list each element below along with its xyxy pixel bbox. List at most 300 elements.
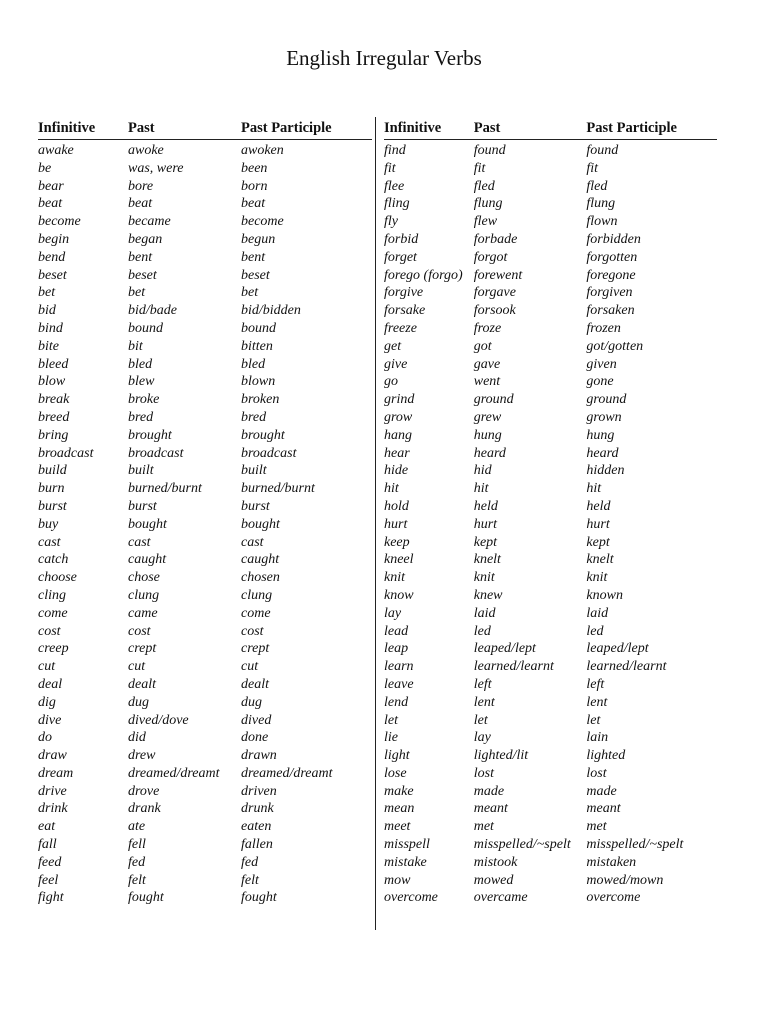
verb-past: dealt bbox=[128, 676, 156, 692]
table-row bbox=[38, 427, 372, 445]
verb-past-participle: done bbox=[241, 730, 269, 746]
table-row bbox=[38, 640, 372, 658]
verb-past-participle: caught bbox=[241, 552, 280, 568]
verb-infinitive: lay bbox=[384, 605, 402, 621]
verb-infinitive: cling bbox=[38, 587, 66, 603]
table-row bbox=[38, 783, 372, 801]
verb-past-participle: lighted bbox=[586, 748, 626, 764]
verb-past-participle: found bbox=[586, 143, 619, 158]
verb-past: gave bbox=[473, 356, 501, 372]
verb-past: clung bbox=[128, 587, 160, 603]
verb-past: lighted/lit bbox=[473, 748, 529, 764]
verb-infinitive: get bbox=[384, 338, 402, 354]
verb-past: built bbox=[128, 463, 154, 479]
verb-infinitive: creep bbox=[38, 641, 69, 657]
verb-past-participle: knit bbox=[586, 570, 608, 586]
verb-past: brought bbox=[128, 427, 172, 443]
verb-infinitive: forsake bbox=[384, 303, 426, 319]
header-past-participle: Past Participle bbox=[586, 120, 677, 136]
table-row bbox=[38, 445, 372, 463]
table-row bbox=[384, 373, 717, 391]
verb-past-participle: meant bbox=[586, 801, 621, 817]
table-row bbox=[384, 694, 717, 712]
table-row bbox=[38, 587, 372, 605]
verb-past: hit bbox=[473, 481, 489, 497]
table-header bbox=[38, 117, 372, 140]
verb-infinitive: learn bbox=[384, 659, 414, 675]
table-row bbox=[38, 729, 372, 747]
verb-table-left bbox=[38, 117, 372, 907]
verb-past-participle: burned/burnt bbox=[241, 481, 315, 497]
verb-past: drank bbox=[128, 801, 161, 817]
verb-past-participle: eaten bbox=[241, 819, 272, 835]
verb-past-participle: dug bbox=[241, 694, 262, 710]
table-row bbox=[38, 409, 372, 427]
verb-infinitive: let bbox=[384, 712, 398, 728]
verb-infinitive: keep bbox=[384, 534, 410, 550]
table-row bbox=[384, 729, 717, 747]
verb-past: went bbox=[473, 374, 501, 390]
table-row bbox=[38, 391, 372, 409]
verb-past-participle: dreamed/dreamt bbox=[241, 765, 333, 781]
verb-past-participle: bought bbox=[241, 516, 280, 532]
table-row bbox=[384, 712, 717, 730]
verb-infinitive: fight bbox=[38, 890, 64, 906]
verb-past: fed bbox=[128, 854, 146, 870]
verb-infinitive: lie bbox=[384, 730, 398, 746]
verb-infinitive: flee bbox=[384, 178, 405, 194]
verb-infinitive: bring bbox=[38, 427, 69, 443]
verb-past: bound bbox=[128, 320, 163, 336]
verb-past: found bbox=[473, 143, 506, 158]
table-row bbox=[38, 338, 372, 356]
verb-past-participle: come bbox=[241, 605, 271, 621]
verb-past: burned/burnt bbox=[128, 481, 202, 497]
table-row bbox=[384, 302, 717, 320]
verb-past: got bbox=[473, 338, 492, 354]
verb-past-participle: let bbox=[586, 712, 601, 728]
verb-past: cost bbox=[128, 623, 151, 639]
verb-past-participle: begun bbox=[241, 231, 276, 247]
table-row bbox=[384, 605, 717, 623]
verb-past-participle: clung bbox=[241, 587, 273, 603]
verb-infinitive: draw bbox=[38, 748, 67, 764]
verb-past-participle: knelt bbox=[586, 552, 614, 568]
verb-past: dreamed/dreamt bbox=[128, 765, 220, 781]
verb-past: bled bbox=[128, 356, 153, 372]
page-title: English Irregular Verbs bbox=[286, 46, 482, 70]
verb-past-participle: hung bbox=[586, 427, 615, 443]
table-row bbox=[384, 658, 717, 676]
verb-past: leaped/lept bbox=[473, 641, 536, 657]
verb-infinitive: cut bbox=[38, 659, 56, 675]
table-row bbox=[38, 854, 372, 872]
table-row bbox=[384, 640, 717, 658]
verb-infinitive: feed bbox=[38, 854, 62, 870]
verb-past-participle: forgiven bbox=[586, 285, 633, 301]
verb-past-participle: awoken bbox=[241, 143, 284, 158]
verb-past: came bbox=[128, 605, 158, 621]
table-row bbox=[384, 623, 717, 641]
verb-past: meant bbox=[473, 801, 508, 817]
verb-infinitive: make bbox=[384, 783, 414, 799]
verb-past-participle: become bbox=[241, 214, 284, 230]
table-row bbox=[38, 195, 372, 213]
table-row bbox=[384, 178, 717, 196]
verb-past-participle: mowed/mown bbox=[586, 872, 664, 888]
table-row bbox=[38, 160, 372, 178]
verb-past: chose bbox=[128, 570, 160, 586]
verb-infinitive: kneel bbox=[384, 552, 414, 568]
table-row bbox=[38, 694, 372, 712]
verb-past-participle: bled bbox=[241, 356, 266, 372]
verb-past: broadcast bbox=[128, 445, 184, 461]
table-row bbox=[384, 534, 717, 552]
verb-past: cast bbox=[128, 534, 151, 550]
verb-infinitive: fling bbox=[384, 196, 410, 212]
verb-past-participle: got/gotten bbox=[586, 338, 644, 354]
table-row bbox=[38, 142, 372, 160]
verb-infinitive: hurt bbox=[384, 516, 408, 532]
verb-past: broke bbox=[128, 392, 160, 408]
table-row bbox=[384, 587, 717, 605]
verb-infinitive: leap bbox=[384, 641, 409, 657]
verb-past-participle: left bbox=[586, 676, 605, 692]
table-row bbox=[38, 356, 372, 374]
table-row bbox=[38, 462, 372, 480]
table-row bbox=[384, 676, 717, 694]
verb-past-participle: forbidden bbox=[586, 231, 641, 247]
verb-past: lay bbox=[473, 730, 491, 746]
verb-infinitive: lose bbox=[384, 765, 407, 781]
verb-past-participle: fed bbox=[241, 854, 259, 870]
verb-past-participle: burst bbox=[241, 498, 270, 514]
verb-infinitive: know bbox=[384, 587, 414, 603]
table-row bbox=[384, 872, 717, 890]
verb-past-participle: fit bbox=[586, 160, 599, 176]
table-row bbox=[38, 712, 372, 730]
table-row bbox=[38, 480, 372, 498]
header-past: Past bbox=[473, 120, 501, 136]
verb-infinitive: grow bbox=[384, 409, 413, 425]
table-row bbox=[38, 818, 372, 836]
verb-past: made bbox=[473, 783, 505, 799]
verb-past: flew bbox=[473, 214, 498, 230]
verb-infinitive: overcome bbox=[384, 890, 438, 906]
verb-past-participle: led bbox=[586, 623, 604, 639]
column-divider bbox=[375, 117, 376, 930]
verb-past-participle: foregone bbox=[586, 267, 636, 283]
verb-past: bid/bade bbox=[128, 303, 177, 319]
table-row bbox=[38, 213, 372, 231]
verb-past-participle: drunk bbox=[241, 801, 274, 817]
table-row bbox=[38, 658, 372, 676]
verb-past: drove bbox=[128, 783, 160, 799]
verb-past-participle: learned/learnt bbox=[586, 659, 667, 675]
verb-past: beat bbox=[128, 196, 153, 212]
verb-past-participle: flown bbox=[586, 214, 618, 230]
header-past: Past bbox=[128, 120, 155, 136]
verb-past: learned/learnt bbox=[473, 659, 554, 675]
verb-infinitive: cost bbox=[38, 623, 61, 639]
table-row bbox=[38, 569, 372, 587]
verb-infinitive: bet bbox=[38, 285, 56, 301]
verb-past: bred bbox=[128, 409, 154, 425]
table-row bbox=[38, 800, 372, 818]
verb-past-participle: beset bbox=[241, 267, 270, 283]
verb-infinitive: lead bbox=[384, 623, 409, 639]
verb-past: mistook bbox=[473, 854, 518, 870]
verb-past-participle: lent bbox=[586, 694, 608, 710]
verb-past: began bbox=[128, 231, 163, 247]
verb-past-participle: gone bbox=[586, 374, 614, 390]
verb-past: fought bbox=[128, 890, 164, 906]
verb-past-participle: forgotten bbox=[586, 249, 638, 265]
table-row bbox=[384, 338, 717, 356]
verb-past: fell bbox=[128, 837, 146, 853]
verb-past: ground bbox=[473, 392, 514, 408]
verb-past: forgave bbox=[473, 285, 516, 301]
table-row bbox=[384, 800, 717, 818]
verb-past-participle: misspelled/~spelt bbox=[586, 837, 684, 853]
verb-past: bit bbox=[128, 338, 143, 354]
table-row bbox=[38, 889, 372, 907]
verb-past: dug bbox=[128, 694, 149, 710]
verb-past-participle: broadcast bbox=[241, 445, 297, 461]
verb-infinitive: burn bbox=[38, 481, 65, 497]
verb-infinitive: come bbox=[38, 605, 68, 621]
verb-past-participle: felt bbox=[241, 872, 259, 888]
verb-past: cut bbox=[128, 659, 146, 675]
verb-infinitive: dream bbox=[38, 765, 74, 781]
verb-infinitive: go bbox=[384, 374, 398, 390]
verb-infinitive: deal bbox=[38, 676, 63, 692]
table-row bbox=[38, 534, 372, 552]
table-row bbox=[38, 178, 372, 196]
verb-infinitive: hold bbox=[384, 498, 409, 514]
verb-past: blew bbox=[128, 374, 155, 390]
verb-past-participle: hurt bbox=[586, 516, 610, 532]
verb-past: bet bbox=[128, 285, 146, 301]
verb-past: ate bbox=[128, 819, 146, 835]
verb-infinitive: give bbox=[384, 356, 408, 372]
table-row bbox=[384, 516, 717, 534]
verb-infinitive: break bbox=[38, 392, 70, 408]
verb-past-participle: bent bbox=[241, 249, 266, 265]
verb-past-participle: flung bbox=[586, 196, 616, 212]
table-row bbox=[384, 480, 717, 498]
table-row bbox=[384, 284, 717, 302]
table-row bbox=[38, 836, 372, 854]
verb-list-right bbox=[384, 142, 717, 907]
verb-infinitive: dive bbox=[38, 712, 62, 728]
verb-infinitive: drive bbox=[38, 783, 67, 799]
verb-infinitive: fit bbox=[384, 160, 396, 176]
verb-infinitive: bind bbox=[38, 320, 63, 336]
table-row bbox=[38, 267, 372, 285]
table-row bbox=[38, 231, 372, 249]
verb-infinitive: bear bbox=[38, 178, 64, 194]
table-row bbox=[384, 391, 717, 409]
verb-infinitive: eat bbox=[38, 819, 56, 835]
verb-past-participle: heard bbox=[586, 445, 619, 461]
table-row bbox=[38, 765, 372, 783]
verb-infinitive: catch bbox=[38, 552, 69, 568]
verb-past-participle: bid/bidden bbox=[241, 303, 301, 319]
verb-infinitive: blow bbox=[38, 374, 66, 390]
verb-past: forewent bbox=[473, 267, 523, 283]
verb-past-participle: ground bbox=[586, 392, 627, 408]
verb-infinitive: bleed bbox=[38, 356, 69, 372]
verb-past: bought bbox=[128, 516, 167, 532]
verb-past-participle: bet bbox=[241, 285, 259, 301]
verb-past: forbade bbox=[473, 231, 518, 247]
table-row bbox=[38, 516, 372, 534]
verb-past: forsook bbox=[473, 303, 516, 319]
verb-infinitive: build bbox=[38, 463, 67, 479]
table-row bbox=[384, 409, 717, 427]
verb-past-participle: leaped/lept bbox=[586, 641, 649, 657]
verb-past: laid bbox=[473, 605, 496, 621]
header-infinitive: Infinitive bbox=[38, 120, 96, 136]
verb-past-participle: forsaken bbox=[586, 303, 635, 319]
verb-infinitive: mean bbox=[384, 801, 415, 817]
verb-past-participle: known bbox=[586, 587, 623, 603]
verb-infinitive: do bbox=[38, 730, 52, 746]
verb-past: lost bbox=[473, 765, 494, 781]
verb-infinitive: burst bbox=[38, 498, 67, 514]
verb-infinitive: beset bbox=[38, 267, 67, 283]
header-infinitive: Infinitive bbox=[384, 120, 442, 136]
verb-infinitive: mow bbox=[384, 872, 411, 888]
table-row bbox=[384, 854, 717, 872]
verb-past-participle: bitten bbox=[241, 338, 273, 354]
verb-past-participle: cast bbox=[241, 534, 264, 550]
verb-past: mowed bbox=[473, 872, 514, 888]
verb-past: hid bbox=[473, 463, 492, 479]
verb-infinitive: dig bbox=[38, 694, 56, 710]
verb-infinitive: hang bbox=[384, 427, 412, 443]
verb-past-participle: cut bbox=[241, 659, 259, 675]
table-row bbox=[384, 267, 717, 285]
verb-table-right bbox=[384, 117, 717, 907]
verb-past-participle: kept bbox=[586, 534, 610, 550]
verb-infinitive: lend bbox=[384, 694, 409, 710]
verb-past-participle: fought bbox=[241, 890, 277, 906]
verb-past: burst bbox=[128, 498, 157, 514]
verb-past: caught bbox=[128, 552, 167, 568]
verb-past-participle: dealt bbox=[241, 676, 269, 692]
verb-past: bore bbox=[128, 178, 154, 194]
verb-infinitive: breed bbox=[38, 409, 70, 425]
table-row bbox=[384, 836, 717, 854]
verb-infinitive: hit bbox=[384, 481, 399, 497]
table-row bbox=[384, 231, 717, 249]
table-row bbox=[384, 445, 717, 463]
table-row bbox=[384, 498, 717, 516]
table-row bbox=[384, 249, 717, 267]
table-row bbox=[38, 302, 372, 320]
verb-past-participle: grown bbox=[586, 409, 622, 425]
table-row bbox=[384, 783, 717, 801]
verb-infinitive: hide bbox=[384, 463, 409, 479]
table-row bbox=[38, 551, 372, 569]
table-row bbox=[384, 569, 717, 587]
table-row bbox=[384, 889, 717, 907]
verb-past: knit bbox=[473, 570, 495, 586]
verb-past-participle: hidden bbox=[586, 463, 625, 479]
verb-past: awoke bbox=[128, 143, 164, 158]
verb-infinitive: hear bbox=[384, 445, 410, 461]
verb-past: grew bbox=[473, 409, 502, 425]
verb-past: hurt bbox=[473, 516, 498, 532]
verb-infinitive: be bbox=[38, 160, 52, 176]
verb-past-participle: held bbox=[586, 498, 611, 514]
verb-infinitive: feel bbox=[38, 872, 59, 888]
verb-past-participle: met bbox=[586, 819, 607, 835]
verb-past-participle: born bbox=[241, 178, 268, 194]
verb-past: froze bbox=[473, 320, 502, 336]
table-row bbox=[38, 747, 372, 765]
verb-past-participle: hit bbox=[586, 481, 602, 497]
verb-past: lent bbox=[473, 694, 495, 710]
verb-past-participle: mistaken bbox=[586, 854, 637, 870]
verb-past: did bbox=[128, 730, 146, 746]
verb-past: kept bbox=[473, 534, 498, 550]
verb-infinitive: leave bbox=[384, 676, 414, 692]
verb-past: misspelled/~spelt bbox=[473, 837, 571, 853]
verb-infinitive: awake bbox=[38, 143, 74, 158]
verb-past: flung bbox=[473, 196, 503, 212]
verb-past-participle: made bbox=[586, 783, 617, 799]
verb-past: fit bbox=[473, 160, 486, 176]
verb-past-participle: dived bbox=[241, 712, 272, 728]
verb-past: knelt bbox=[473, 552, 501, 568]
verb-past-participle: drawn bbox=[241, 748, 277, 764]
verb-past: held bbox=[473, 498, 498, 514]
verb-past-participle: frozen bbox=[586, 320, 621, 336]
table-row bbox=[384, 747, 717, 765]
verb-past: forgot bbox=[473, 249, 508, 265]
verb-past-participle: bred bbox=[241, 409, 267, 425]
verb-list-left bbox=[38, 142, 372, 907]
verb-infinitive: knit bbox=[384, 570, 405, 586]
table-row bbox=[38, 498, 372, 516]
verb-infinitive: meet bbox=[384, 819, 411, 835]
verb-infinitive: forgive bbox=[384, 285, 424, 301]
verb-past-participle: brought bbox=[241, 427, 285, 443]
verb-past-participle: blown bbox=[241, 374, 276, 390]
verb-infinitive: forbid bbox=[384, 231, 419, 247]
verb-infinitive: freeze bbox=[384, 320, 417, 336]
verb-infinitive: fly bbox=[384, 214, 398, 230]
verb-past-participle: built bbox=[241, 463, 267, 479]
verb-infinitive: find bbox=[384, 143, 406, 158]
verb-past-participle: lain bbox=[586, 730, 609, 746]
verb-past-participle: cost bbox=[241, 623, 264, 639]
verb-infinitive: misspell bbox=[384, 837, 430, 853]
verb-past-participle: overcome bbox=[586, 890, 641, 906]
verb-past-participle: driven bbox=[241, 783, 277, 799]
verb-infinitive: beat bbox=[38, 196, 63, 212]
verb-past-participle: been bbox=[241, 160, 268, 176]
table-row bbox=[384, 818, 717, 836]
verb-past: heard bbox=[473, 445, 506, 461]
verb-infinitive: light bbox=[384, 748, 410, 764]
verb-past: fled bbox=[473, 178, 495, 194]
verb-infinitive: become bbox=[38, 214, 81, 230]
table-row bbox=[38, 676, 372, 694]
